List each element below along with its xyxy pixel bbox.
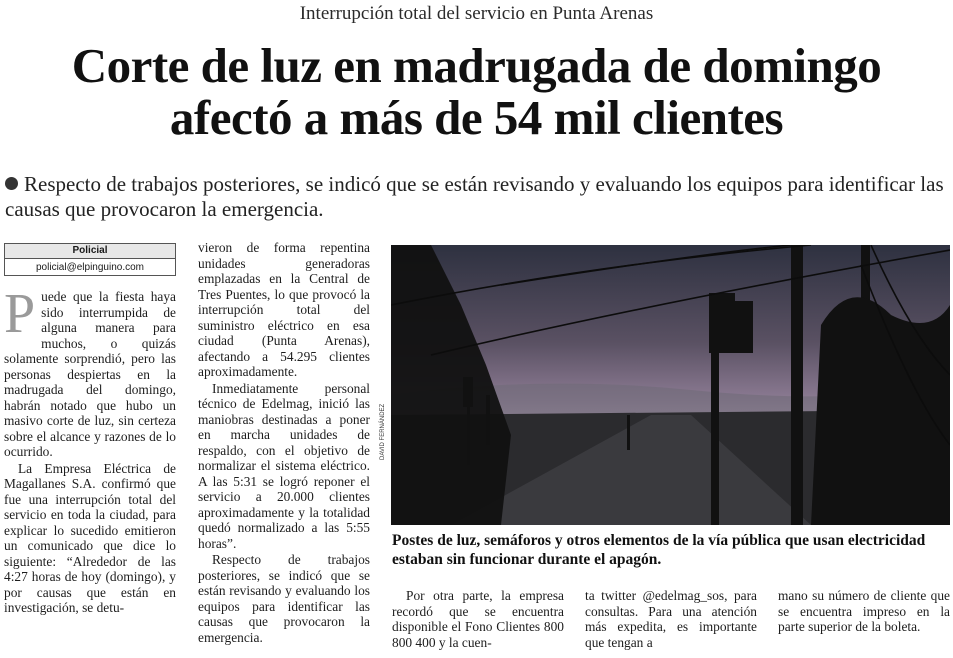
section-email[interactable]: policial@elpinguino.com	[36, 262, 144, 273]
section-name: Policial	[5, 244, 175, 259]
summary-text: Respecto de trabajos posteriores, se indicó que se están revisando y evaluando los equipos para identificar las causas que provocaron la emergencia.	[5, 172, 944, 221]
paragraph-6: Por otra parte, la empresa recordó que se encuentra disponible el Fono Clientes 800 800 400 y la cuen-	[392, 588, 564, 650]
kicker: Interrupción total del servicio en Punta Arenas	[299, 3, 654, 24]
photo-caption: Postes de luz, semáforos y otros elementos de la vía pública que usan electricidad estaban sin funcionar durante el apagón.	[392, 532, 926, 568]
bullet-icon	[5, 177, 18, 190]
photo-credit: DAVID FERNÁNDEZ	[380, 403, 386, 460]
section-box	[4, 243, 176, 276]
paragraph-8: mano su número de cliente que se encuentra impreso en la parte superior de la boleta.	[778, 588, 950, 634]
paragraph-5: Respecto de trabajos posteriores, se indicó que se están revisando y evaluando los equipos para identificar las causas que provocaron la emergencia.	[198, 552, 370, 645]
paragraph-4: Inmediatamente personal técnico de Edelmag, inició las maniobras destinadas a poner en marcha unidades de respaldo, con el objetivo de normalizar el sistema eléctrico. A las 5:31 se logró reponer el servicio a 20.000 clientes aproximadamente y la totalidad quedó normalizado a las 5:55 horas”.	[198, 380, 370, 551]
article-column-1	[4, 283, 176, 617]
article-column-3	[392, 588, 564, 651]
headline-line-2: afectó a más de 54 mil clientes	[169, 90, 784, 145]
paragraph-3: vieron de forma repentina unidades generadoras emplazadas en la Central de Tres Puentes, lo que provocó la interrupción total del suministro eléctrico en esa ciudad (Punta Arenas), afectando a 54.295 clientes aproximadamente.	[198, 240, 370, 379]
drop-cap: P	[4, 283, 36, 345]
paragraph-7: ta twitter @edelmag_sos, para consultas. Para una atención más expedita, es importante que tengan a	[585, 588, 757, 650]
article-column-5	[778, 588, 950, 636]
summary-lead	[5, 172, 945, 222]
article-column-2	[198, 240, 370, 646]
paragraph-2: La Empresa Eléctrica de Magallanes S.A. confirmó que fue una interrupción total del servicio en toda la ciudad, para explicar lo sucedido emitieron un comunicado que dice lo siguiente: “Alrededor de las 4:27 horas de hoy (domingo), y por causas que están en investigación, se detu-	[4, 460, 176, 615]
news-photo	[391, 245, 950, 525]
article-column-4	[585, 588, 757, 651]
paragraph-1: uede que la fiesta haya sido interrumpida de alguna manera para muchos, o quizás solamente sorprendió, pero las personas despiertas en la madrugada del domingo, habrán notado que hubo un masivo corte de luz, sin certeza sobre el alcance y razones de lo ocurrido.	[4, 289, 176, 459]
headline-line-1: Corte de luz en madrugada de domingo	[71, 38, 882, 93]
headline	[0, 40, 953, 144]
